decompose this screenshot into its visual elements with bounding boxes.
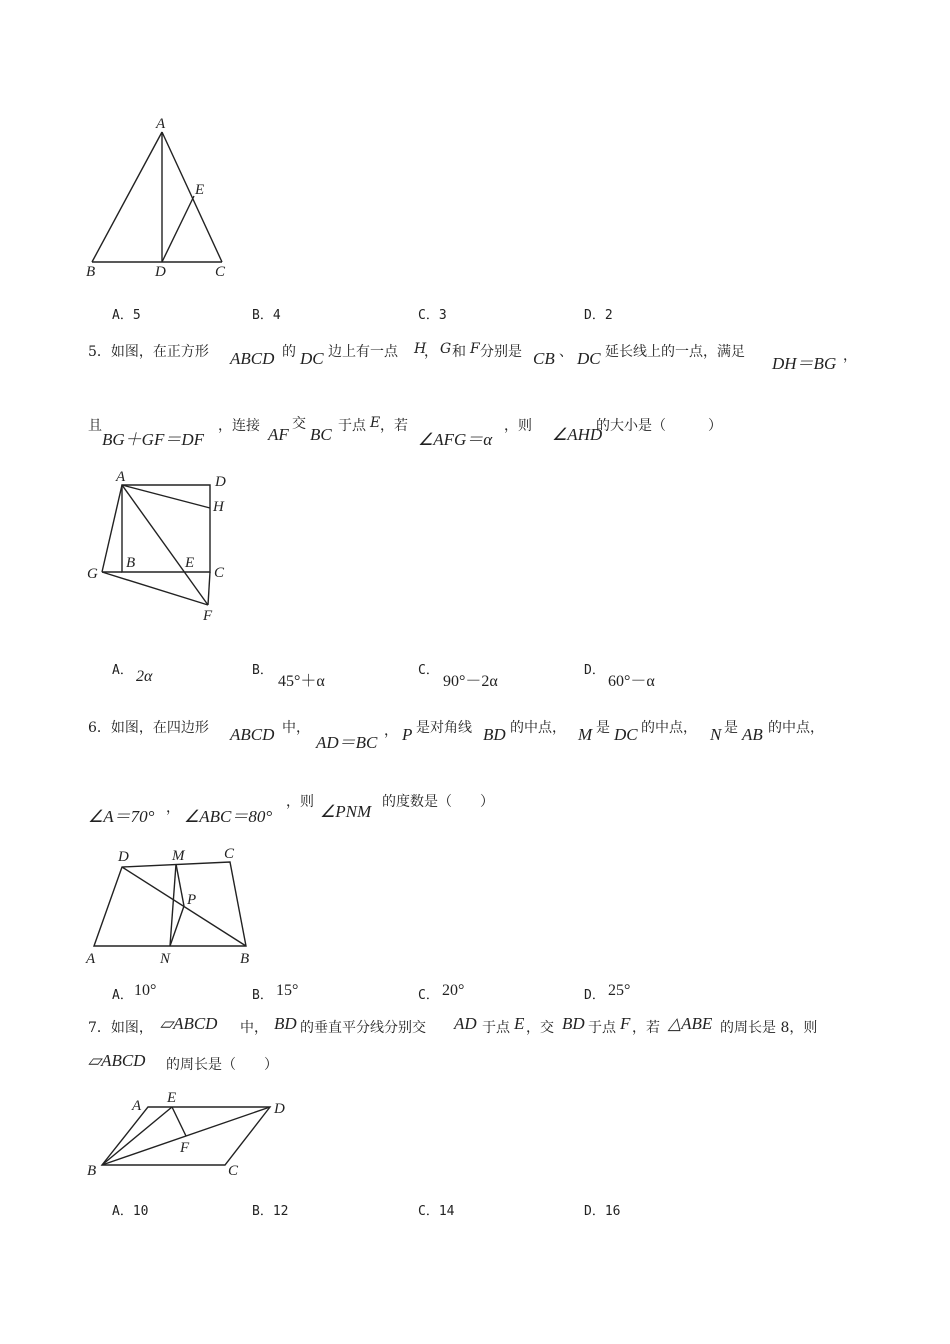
q7-math: △ABE: [668, 1014, 713, 1033]
q6-label-p: P: [187, 892, 197, 908]
q7-segment-be: [102, 1107, 172, 1165]
q5-text: 交: [292, 416, 306, 432]
q5-text: ，若: [380, 418, 408, 434]
q6-option-a-letter: A．: [112, 988, 133, 1003]
q6-text: 是: [724, 720, 738, 736]
q5-text: ，: [843, 348, 857, 364]
q7-text: 中，: [240, 1020, 268, 1036]
q6-text: 是: [596, 720, 610, 736]
q6-option-c-expr: 20°: [442, 982, 465, 999]
q6-label-d: D: [118, 849, 129, 865]
q5-figure: [82, 466, 242, 626]
q5-segment-cf: [208, 572, 210, 605]
q6-text: ，: [384, 723, 398, 739]
q6-option-b-expr: 15°: [276, 982, 299, 999]
q7-math: AD: [454, 1014, 477, 1033]
q7-text: 于点: [482, 1020, 510, 1036]
q7-label-e: E: [167, 1090, 177, 1106]
q5-option-a-letter: A．: [112, 663, 133, 678]
q5-text: 边上有一点: [328, 344, 398, 360]
q6-label-c: C: [224, 846, 235, 862]
q7-label-c: C: [228, 1163, 239, 1179]
q5-option-b-expr: 45°＋α: [278, 673, 325, 690]
q5-text: 且: [88, 418, 102, 434]
q5-text: 、: [559, 344, 573, 360]
q4-option-b[interactable]: B．4: [252, 308, 281, 323]
q5-label-c: C: [214, 565, 225, 581]
q5-option-d-letter: D．: [584, 663, 605, 678]
q5-option-c-letter: C．: [418, 663, 439, 678]
q5-math: ABCD: [230, 349, 275, 368]
q6-segment-mp: [176, 864, 184, 906]
q6-option-d-expr: 25°: [608, 982, 631, 999]
q6-math: AB: [742, 725, 763, 744]
q7-math: BD: [274, 1014, 297, 1033]
q6-math: BD: [483, 725, 506, 744]
q5-math: DC: [300, 349, 324, 368]
q6-text: ，则: [286, 794, 314, 810]
q4-label-b: B: [86, 264, 96, 280]
q5-point-e: E: [370, 415, 381, 431]
q7-segment-ef: [172, 1107, 186, 1136]
q7-option-d[interactable]: D．16: [584, 1204, 621, 1219]
q5-text: ，则: [504, 418, 532, 434]
q5-segment-gf: [102, 572, 208, 605]
q6-option-c-letter: C．: [418, 988, 439, 1003]
q6-option-d-letter: D．: [584, 988, 605, 1003]
q6-segment-mn: [170, 864, 176, 946]
q5-segment-ag: [102, 485, 122, 572]
q6-math: ∠A＝70°: [88, 807, 155, 826]
q7-text: 的周长是（ ）: [166, 1057, 278, 1073]
q7-option-c[interactable]: C．14: [418, 1204, 455, 1219]
q7-option-a[interactable]: A．10: [112, 1204, 149, 1219]
q5-math: ∠AHD: [552, 425, 603, 444]
q5-label-a: A: [116, 469, 126, 485]
q5-text: 的大小是（ ）: [596, 418, 722, 434]
q6-text: 中，: [282, 720, 310, 736]
q6-figure: [82, 840, 262, 970]
q7-label-a: A: [132, 1098, 142, 1114]
q6-math: M: [578, 725, 593, 744]
q6-math: ∠PNM: [320, 802, 372, 821]
q7-math: F: [620, 1014, 631, 1033]
q5-text: 于点: [338, 418, 366, 434]
q5-point-h: H: [414, 341, 427, 357]
q7-label-f: F: [180, 1140, 190, 1156]
q4-label-e: E: [195, 182, 205, 198]
q5-text: ，连接: [218, 418, 260, 434]
q7-text: 于点: [588, 1020, 616, 1036]
q6-math: ABCD: [230, 725, 275, 744]
q6-label-b: B: [240, 951, 250, 967]
q5-text: 5．如图，在正方形: [88, 344, 209, 360]
q4-label-d: D: [155, 264, 166, 280]
q5-text: 和: [452, 344, 466, 360]
q6-text: 是对角线: [416, 720, 472, 736]
q6-option-a-expr: 10°: [134, 982, 157, 999]
q7-math: BD: [562, 1014, 585, 1033]
q7-math: ▱ABCD: [88, 1051, 146, 1070]
q7-text: 的周长是 8，则: [720, 1020, 818, 1036]
q6-text: 的中点，: [510, 720, 566, 736]
q6-text: 6．如图，在四边形: [88, 720, 209, 736]
q6-text: 的中点，: [768, 720, 824, 736]
q5-math: DC: [577, 349, 601, 368]
q5-point-g: G: [440, 341, 452, 357]
q6-math: N: [710, 725, 722, 744]
q5-option-a-expr: 2α: [136, 668, 153, 685]
q5-label-h: H: [213, 499, 224, 515]
q4-segment-de: [162, 196, 194, 262]
q7-text: ，交: [526, 1020, 554, 1036]
q4-option-a[interactable]: A．5: [112, 308, 141, 323]
q5-option-b-letter: B．: [252, 663, 273, 678]
q6-quadrilateral: [94, 862, 246, 946]
q4-label-a: A: [156, 116, 166, 132]
q6-label-n: N: [160, 951, 171, 967]
q5-math: DH＝BG: [772, 354, 837, 373]
q7-figure: [82, 1086, 297, 1181]
q6-text: 的度数是（ ）: [382, 794, 494, 810]
q6-text: ，: [166, 800, 180, 816]
q5-math: BC: [310, 425, 332, 444]
q5-segment-af: [122, 485, 208, 605]
q5-label-d: D: [215, 474, 226, 490]
q6-option-b-letter: B．: [252, 988, 273, 1003]
q5-label-g: G: [87, 566, 98, 582]
q4-figure: [80, 110, 240, 285]
q6-label-a: A: [86, 951, 96, 967]
q7-math: ▱ABCD: [160, 1014, 218, 1033]
q5-label-b: B: [126, 555, 136, 571]
q6-math: P: [402, 725, 413, 744]
q4-option-d[interactable]: D．2: [584, 308, 613, 323]
q7-text: 的垂直平分线分别交: [300, 1020, 426, 1036]
q6-math: ∠ABC＝80°: [184, 807, 273, 826]
q6-math: DC: [614, 725, 638, 744]
q5-text: ，: [424, 344, 438, 360]
q5-option-d-expr: 60°－α: [608, 673, 655, 690]
q4-option-c[interactable]: C．3: [418, 308, 447, 323]
q4-edge-ab: [92, 132, 162, 262]
q7-math: E: [514, 1014, 525, 1033]
q4-label-c: C: [215, 264, 226, 280]
q6-text: 的中点，: [641, 720, 697, 736]
q7-text: 7．如图，: [88, 1020, 153, 1036]
q5-math: AF: [268, 425, 289, 444]
q5-square: [122, 485, 210, 572]
q7-text: ，若: [632, 1020, 660, 1036]
q5-text: 的: [282, 344, 296, 360]
q6-math: AD＝BC: [316, 733, 378, 752]
q5-math: BG＋GF＝DF: [102, 430, 204, 449]
q5-math: CB: [533, 349, 555, 368]
q7-label-b: B: [87, 1163, 97, 1179]
q7-option-b[interactable]: B．12: [252, 1204, 289, 1219]
q7-label-d: D: [274, 1101, 285, 1117]
q6-label-m: M: [172, 848, 185, 864]
q5-point-f: F: [470, 341, 480, 357]
q5-label-e: E: [185, 555, 195, 571]
q5-text: 延长线上的一点，满足: [605, 344, 745, 360]
q5-label-f: F: [203, 608, 213, 624]
q5-text: 分别是: [480, 344, 522, 360]
q5-math: ∠AFG＝α: [418, 430, 493, 449]
q5-option-c-expr: 90°－2α: [443, 673, 498, 690]
